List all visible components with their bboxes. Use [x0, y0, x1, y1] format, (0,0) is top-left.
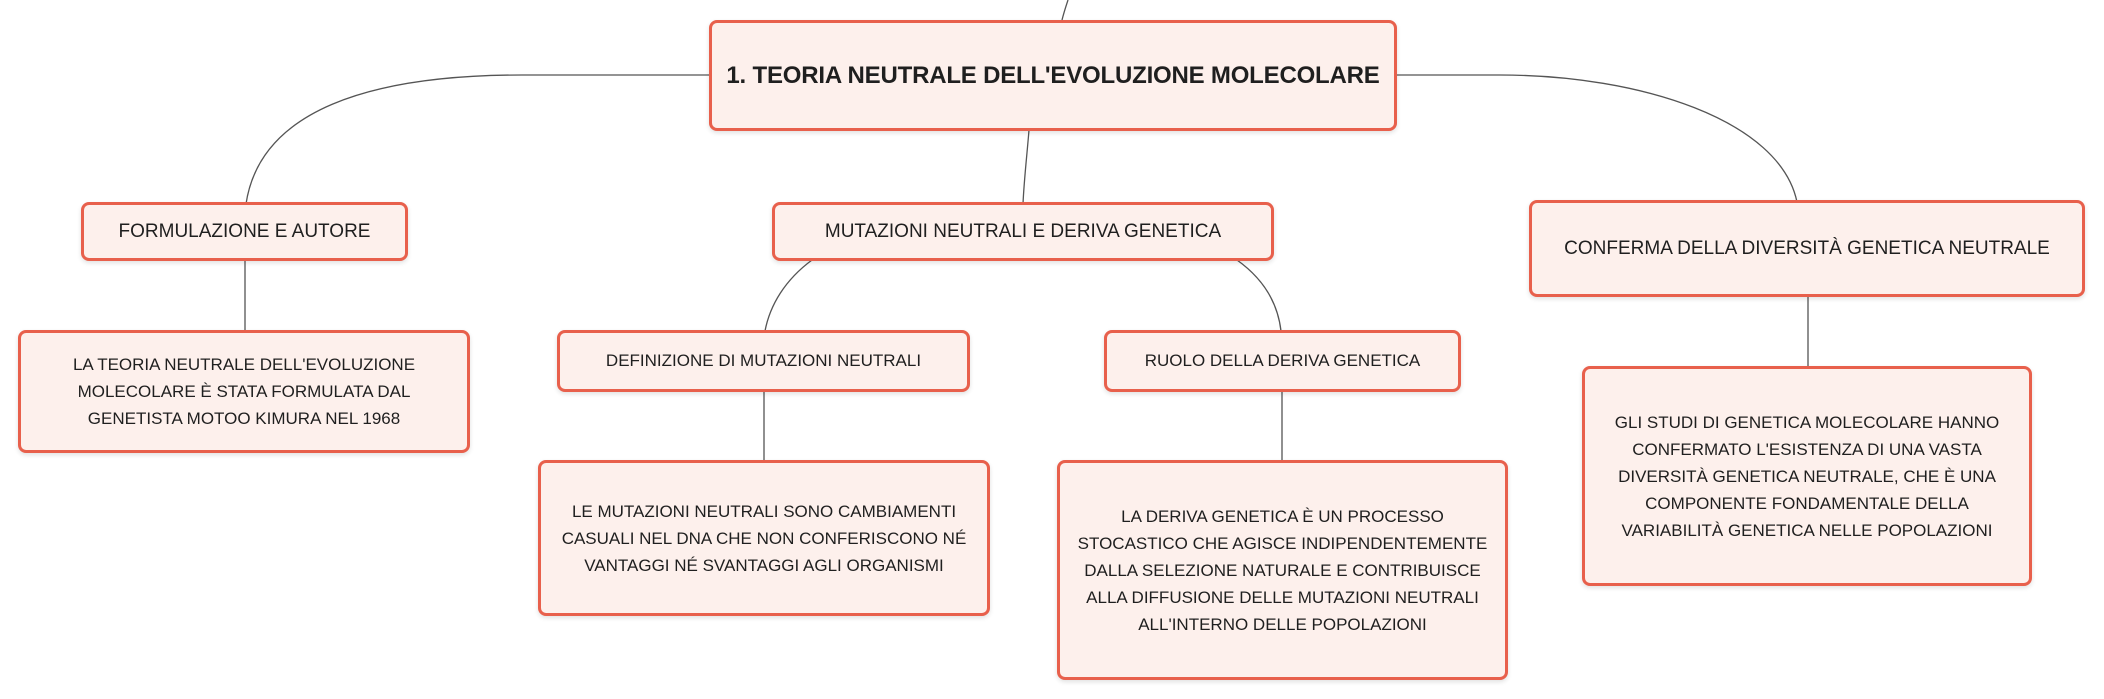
topic-label: CONFERMA DELLA DIVERSITÀ GENETICA NEUTRALE	[1564, 237, 2050, 259]
detail-conferma[interactable]	[1582, 366, 2032, 586]
connector-mutazioni-definizione	[765, 260, 812, 331]
detail-formulazione[interactable]	[18, 330, 470, 453]
subtopic-definizione[interactable]	[557, 330, 970, 392]
detail-text: LE MUTAZIONI NEUTRALI SONO CAMBIAMENTI CASUALI NEL DNA CHE NON CONFERISCONO NÉ VANTAGGI NÉ SVANTAGGI AGLI ORGANISMI	[561, 501, 967, 575]
connector-root-conferma	[1396, 75, 1797, 202]
subtopic-deriva[interactable]	[1104, 330, 1461, 392]
connector-root-formulazione	[246, 75, 710, 204]
detail-definizione[interactable]	[538, 460, 990, 616]
detail-text: GLI STUDI DI GENETICA MOLECOLARE HANNO CONFERMATO L'ESISTENZA DI UNA VASTA DIVERSITÀ GENETICA NEUTRALE, CHE È UNA COMPONENTE FONDAMENTALE DELLA VARIABILITÀ GENETICA NELLE POPOLAZIONI	[1614, 412, 2000, 540]
detail-deriva[interactable]	[1057, 460, 1508, 680]
topic-formulazione-autore[interactable]	[81, 202, 408, 261]
connector-parent	[1062, 0, 1068, 20]
detail-text: LA DERIVA GENETICA È UN PROCESSO STOCASTICO CHE AGISCE INDIPENDENTEMENTE DALLA SELEZIONE NATURALE E CONTRIBUISCE ALLA DIFFUSIONE DELLE MUTAZIONI NEUTRALI ALL'INTERNO DELLE POPOLAZIONI	[1077, 506, 1488, 634]
connector-mutazioni-deriva	[1237, 260, 1281, 331]
topic-conferma-diversita[interactable]	[1529, 200, 2085, 297]
root-title: 1. TEORIA NEUTRALE DELL'EVOLUZIONE MOLECOLARE	[726, 61, 1380, 89]
subtopic-label: RUOLO DELLA DERIVA GENETICA	[1144, 351, 1421, 370]
subtopic-label: DEFINIZIONE DI MUTAZIONI NEUTRALI	[605, 351, 922, 370]
topic-label: MUTAZIONI NEUTRALI E DERIVA GENETICA	[824, 220, 1222, 242]
root-node[interactable]	[709, 20, 1397, 131]
detail-text: LA TEORIA NEUTRALE DELL'EVOLUZIONE MOLECOLARE È STATA FORMULATA DAL GENETISTA MOTOO KIMURA NEL 1968	[72, 355, 416, 428]
connector-root-mutazioni	[1023, 130, 1029, 204]
topic-label: FORMULAZIONE E AUTORE	[118, 220, 371, 242]
topic-mutazioni-deriva[interactable]	[772, 202, 1274, 261]
